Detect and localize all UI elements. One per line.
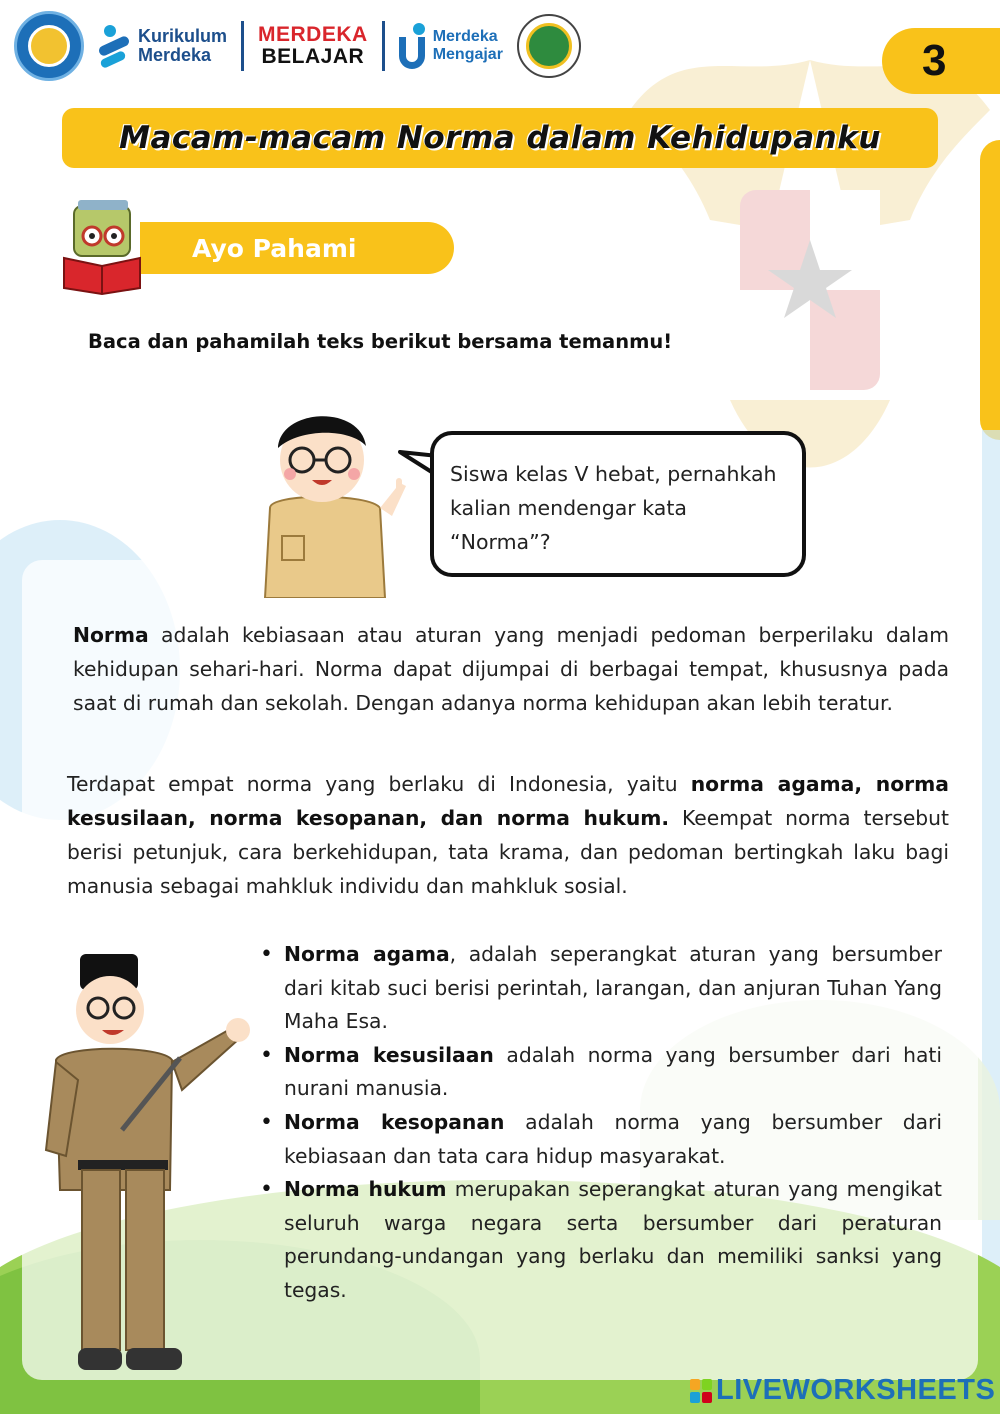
- right-border-decoration: [980, 140, 1000, 440]
- norm-description: adalah norma yang bersumber dari kebiasaan dan tata cara hidup masyarakat.: [284, 1109, 942, 1168]
- page-title: Macam-macam Norma dalam Kehidupanku: [119, 120, 881, 156]
- kurikulum-merdeka-line1: Kurikulum: [138, 26, 228, 46]
- kurikulum-merdeka-line2: Merdeka: [138, 45, 212, 65]
- watermark-text: LIVEWORKSHEETS: [716, 1374, 996, 1406]
- list-item: [262, 1106, 942, 1173]
- header-logos: [14, 12, 581, 80]
- liveworksheets-watermark[interactable]: [690, 1374, 995, 1407]
- kurikulum-merdeka-logo: [98, 25, 227, 67]
- norm-term: Norma hukum: [284, 1177, 447, 1202]
- speech-bubble-line: kalian mendengar kata: [450, 496, 687, 520]
- norm-description: , adalah seperangkat aturan yang bersumber dari kitab suci berisi perintah, larangan, dan anjuran Tuhan Yang Maha Esa.: [284, 942, 942, 1034]
- student-boy-illustration: [230, 398, 420, 598]
- norms-list: [262, 938, 942, 1308]
- merdeka-belajar-logo: [258, 24, 368, 68]
- page-number-badge: [882, 28, 1000, 94]
- merdeka-mengajar-logo: [399, 23, 503, 69]
- logo-divider: [241, 21, 244, 71]
- title-banner: [62, 108, 938, 168]
- speech-bubble: [430, 431, 806, 577]
- reading-book-mascot-icon: [56, 196, 148, 296]
- speech-bubble-line: Siswa kelas V hebat, pernahkah: [450, 462, 777, 486]
- definition-text: adalah kebiasaan atau aturan yang menjadi pedoman berperilaku dalam kehidupan sehari-hari. Norma dapat dijumpai di berbagai tempat, khususnya pada saat di rumah dan sekolah. Dengan adanya norma kehidupan akan lebih teratur.: [73, 623, 949, 715]
- norm-types-list: norma agama, norma kesusilaan, norma kesopanan, dan norma hukum.: [67, 772, 949, 830]
- norm-term: Norma kesopanan: [284, 1109, 505, 1134]
- page-number: 3: [922, 36, 947, 85]
- list-item: [262, 1039, 942, 1106]
- instruction-text: Baca dan pahamilah teks berikut bersama temanmu!: [88, 330, 673, 353]
- section-label-pill: [140, 222, 454, 274]
- norm-term: Norma kesusilaan: [284, 1042, 494, 1067]
- list-item: [262, 1173, 942, 1307]
- norm-description: adalah norma yang bersumber dari hati nurani manusia.: [284, 1042, 942, 1101]
- speech-bubble-line: “Norma”?: [450, 530, 551, 554]
- section-label: Ayo Pahami: [192, 233, 357, 263]
- norm-types-intro: Terdapat empat norma yang berlaku di Indonesia, yaitu: [67, 772, 691, 796]
- teacher-illustration: [42, 950, 272, 1390]
- definition-paragraph: [73, 618, 949, 720]
- tut-wuri-handayani-logo: [14, 11, 84, 81]
- logo-divider: [382, 21, 385, 71]
- merdeka-mengajar-line1: Merdeka: [432, 28, 498, 45]
- list-item: [262, 938, 942, 1039]
- norm-types-conclusion: Keempat norma tersebut berisi petunjuk, cara berkehidupan, tata krama, dan pedoman bertingkah laku bagi manusia sebagai mahkluk individu dan mahkluk sosial.: [67, 806, 949, 898]
- definition-term: Norma: [73, 623, 149, 647]
- merdeka-mengajar-line2: Mengajar: [432, 46, 503, 63]
- norm-description: merupakan seperangkat aturan yang mengikat seluruh warga negara serta bersumber dari peraturan perundang-undangan yang berlaku dan memiliki sanksi yang tegas.: [284, 1177, 942, 1302]
- norm-types-paragraph: [67, 767, 949, 903]
- merdeka-belajar-line2: BELAJAR: [261, 45, 365, 68]
- merdeka-belajar-line1: MERDEKA: [258, 23, 368, 46]
- liveworksheets-icon: [690, 1379, 712, 1403]
- norm-term: Norma agama: [284, 942, 450, 966]
- university-seal-logo: [517, 14, 581, 78]
